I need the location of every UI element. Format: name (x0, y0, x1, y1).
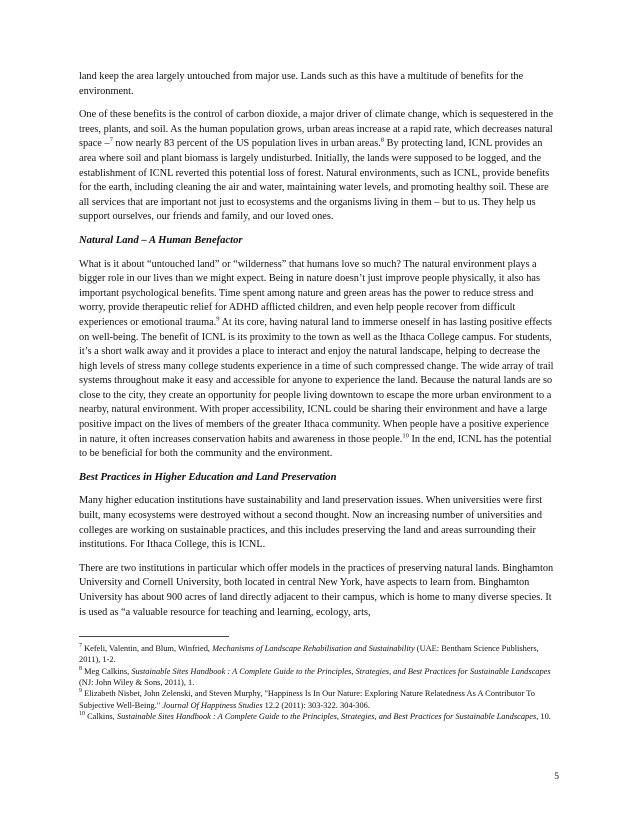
paragraph-text: What is it about “untouched land” or “wilderness” that humans love so much? The natural environment plays a bigger role in our lives than we might expect. Being in nature doesn’t just improve people physically, it also has important psychological benefits. Time spent among nature and green areas has the power to reduce stress and worry, provide therapeutic relief for ADHD afflicted children, and even help people recover from difficult experiences or emotional trauma. (79, 258, 540, 328)
footnote-ref-10[interactable]: 10 (402, 432, 409, 440)
footnote-ref-8[interactable]: 8 (380, 136, 385, 144)
paragraph-text: At its core, having natural land to immerse oneself in has lasting positive effects on well-being. The benefit of ICNL is its proximity to the town as well as the Ithaca College campus. For students, it’s a short walk away and it provides a place to interact and enjoy the natural landscape, helping to decrease the high levels of stress many college students experience in a time of such compressed change. The wide array of trail systems throughout make it easy and accessible for anyone to experience the land. Because the natural lands are so close to the city, they create an opportunity for people living downtown to escape the more urban environment to a nearby, natural environment. With proper accessibility, ICNL could be sharing their environment and have a large positive impact on the lives of members of the greater Ithaca community. When people have a positive experience in nature, it often increases conservation habits and awareness in those people. (79, 316, 554, 445)
body-paragraph-2 (79, 108, 559, 225)
footnote-text: Kefeli, Valentin, and Blum, Winfried, (82, 644, 213, 654)
footnote-number: 7 (79, 643, 82, 650)
body-paragraph-4: Many higher education institutions have sustainability and land preservation issues. When universities were first built, many ecosystems were destroyed without a second thought. Now an increasing number of universities and colleges are working on sustainable practices, and this includes preserving the land and areas surrounding their institutions. For Ithaca College, this is ICNL. (79, 495, 543, 551)
paragraph-text: By protecting land, ICNL provides an area where soil and plant biomass is largely undisturbed. Initially, the lands were supposed to be logged, and the establishment of ICNL reverted this potential loss of forest. Natural environments, such as ICNL, provide benefits for the earth, including cleaning the air and water, maintaining water levels, and promoting healthy soil. These are all services that are important not just to ecosystems and the organisms living in them – but to us. They help us support ourselves, our friends and family, and our loved ones. (79, 138, 550, 223)
body-paragraph-3 (79, 258, 559, 462)
page-number: 5 (554, 772, 559, 782)
footnote-7 (79, 643, 559, 666)
footnote-text: Meg Calkins, (82, 666, 132, 676)
footnote-text: (UAE: Bentham Science Publishers, 2011), 1-2. (79, 644, 539, 665)
footnote-title: Mechanisms of Landscape Rehabilisation and Sustainability (212, 644, 415, 654)
footnote-ref-9[interactable]: 9 (216, 315, 220, 323)
footnote-number: 8 (79, 665, 82, 672)
footnote-8 (79, 666, 559, 689)
paragraph-text: One of these benefits is the control of carbon dioxide, a major driver of climate change, which is sequestered in the trees, plants, and soil. As the human population grows, urban areas increase at a rapid rate, which decreases natural space – (79, 109, 554, 150)
footnote-text: Elizabeth Nisbet, John Zelenski, and Steven Murphy, "Happiness Is In Our Nature: Exploring Nature Relatedness As A Contributor To Subjective Well-Being." (79, 689, 535, 710)
footnote-title: Sustainable Sites Handbook : A Complete Guide to the Principles, Strategies, and Best Practices for Sustainable Landscapes (131, 666, 551, 676)
paragraph-text: In the end, ICNL has the potential to be beneficial for both the community and the environment. (79, 433, 552, 460)
section-heading-natural-land: Natural Land – A Human Benefactor (79, 234, 243, 246)
footnote-title: Journal Of Happiness Studies (162, 700, 263, 710)
footnote-divider (79, 636, 229, 637)
footnote-text: 12.2 (2011): 303-322. 304-306. (262, 700, 370, 710)
body-paragraph-5: There are two institutions in particular which offer models in the practices of preserving natural lands. Binghamton University and Cornell University, both located in central New York, have aspects to learn from. Binghamton University has about 900 acres of land directly adjacent to their campus, which is home to many diverse species. It is used as “a valuable resource for teaching and learning, ecology, arts, (79, 562, 554, 618)
paragraph-text: now nearly 83 percent of the US population lives in urban areas. (112, 138, 381, 150)
section-heading-best-practices: Best Practices in Higher Education and Land Preservation (79, 471, 337, 483)
footnote-9 (79, 688, 559, 711)
body-paragraph-1: land keep the area largely untouched from major use. Lands such as this have a multitude of benefits for the environment. (79, 71, 524, 97)
footnote-text: , 10. (536, 711, 551, 721)
footnote-10 (79, 711, 559, 722)
footnote-number: 9 (79, 688, 82, 695)
footnote-text: (NJ: John Wiley & Sons, 2011), 1. (79, 678, 195, 688)
footnote-number: 10 (79, 711, 85, 718)
footnote-title: Sustainable Sites Handbook : A Complete Guide to the Principles, Strategies, and Best Practices for Sustainable Landscapes (116, 711, 537, 721)
footnote-ref-7[interactable]: 7 (109, 136, 113, 144)
footnote-text: Calkins, (85, 711, 117, 721)
